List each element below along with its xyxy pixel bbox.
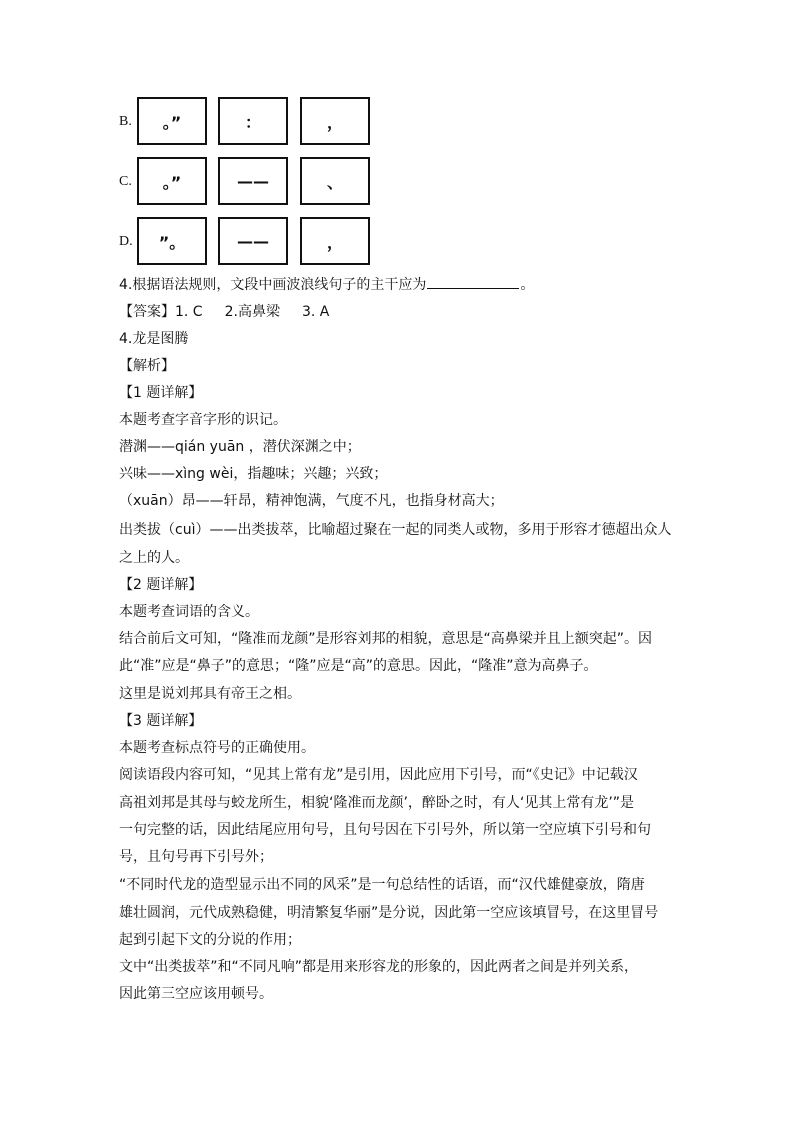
option-box: 。” (137, 157, 207, 205)
detail-2-intro: 本题考查词语的含义。 (119, 604, 259, 620)
question-4-text: 4.根据语法规则，文段中画波浪线句子的主干应为 (119, 277, 427, 293)
detail-3-line: 高祖刘邦是其母与蛟龙所生，相貌‘隆准而龙颜’，醉卧之时，有人‘见其上常有龙’”是 (119, 795, 635, 811)
option-box: 、 (300, 157, 370, 205)
detail-1-line: 兴味——xìng wèi，指趣味；兴趣；兴致； (119, 466, 388, 482)
detail-2-line: 这里是说刘邦具有帝王之相。 (119, 686, 301, 702)
detail-1-line: （xuān）昂——轩昂，精神饱满，气度不凡，也指身材高大； (119, 493, 504, 509)
detail-1-line: 之上的人。 (119, 550, 189, 566)
option-box: —— (218, 217, 288, 265)
option-letter: B. (119, 114, 132, 129)
detail-3-line: 阅读语段内容可知，“见其上常有龙”是引用，因此应用下引号，而“《史记》中记载汉 (119, 767, 638, 783)
question-4-end: 。 (520, 277, 535, 293)
detail-3-line: 因此第三空应该用顿号。 (119, 986, 273, 1002)
detail-2-line: 结合前后文可知，“隆准而龙颜”是形容刘邦的相貌，意思是“高鼻梁并且上额突起”。因 (119, 631, 653, 647)
option-box: 。” (137, 97, 207, 145)
option-letter: C. (119, 174, 132, 189)
detail-3-intro: 本题考查标点符号的正确使用。 (119, 740, 315, 756)
answer-blank (427, 287, 519, 289)
option-box: —— (218, 157, 288, 205)
detail-2-line: 此“准”应是“鼻子”的意思；“隆”应是“高”的意思。因此，“隆准”意为高鼻子。 (119, 658, 598, 674)
detail-3-heading: 【3 题详解】 (119, 713, 203, 729)
detail-1-heading: 【1 题详解】 (119, 385, 203, 401)
detail-3-line: 起到引起下文的分说的作用； (119, 932, 301, 948)
detail-3-line: 雄壮圆润，元代成熟稳健，明清繁复华丽”是分说，因此第一空应该填冒号，在这里冒号 (119, 905, 659, 921)
question-4 (119, 276, 534, 294)
option-box: ， (300, 217, 370, 265)
answer-4: 4.龙是图腾 (119, 331, 189, 347)
detail-2-heading: 【2 题详解】 (119, 577, 203, 593)
answer-line (119, 303, 329, 321)
detail-3-line: 号，且句号再下引号外； (119, 849, 273, 865)
detail-3-line: “不同时代龙的造型显示出不同的风采”是一句总结性的话语，而“汉代雄健豪放，隋唐 (119, 877, 645, 893)
detail-3-line: 一句完整的话，因此结尾应用句号，且句号因在下引号外，所以第一空应填下引号和句 (119, 822, 651, 838)
answer-label: 【答案】 (119, 304, 175, 320)
option-box: ， (300, 97, 370, 145)
option-letter: D. (119, 234, 133, 249)
detail-1-line: 出类拔（cuì）——出类拔萃，比喻超过聚在一起的同类人或物，多用于形容才德超出众人 (119, 522, 672, 538)
analysis-label: 【解析】 (119, 358, 175, 374)
detail-1-line: 潜渊——qián yuān ，潜伏深渊之中； (119, 439, 361, 455)
answer-1: 1. C (175, 304, 203, 320)
detail-1-intro: 本题考查字音字形的识记。 (119, 412, 287, 428)
option-box: ： (218, 97, 288, 145)
option-box: ”。 (137, 217, 207, 265)
answer-3: 3. A (301, 304, 330, 320)
answer-2: 2.高鼻梁 (224, 304, 280, 320)
detail-3-line: 文中“出类拔萃”和“不同凡响”都是用来形容龙的形象的，因此两者之间是并列关系， (119, 959, 639, 975)
